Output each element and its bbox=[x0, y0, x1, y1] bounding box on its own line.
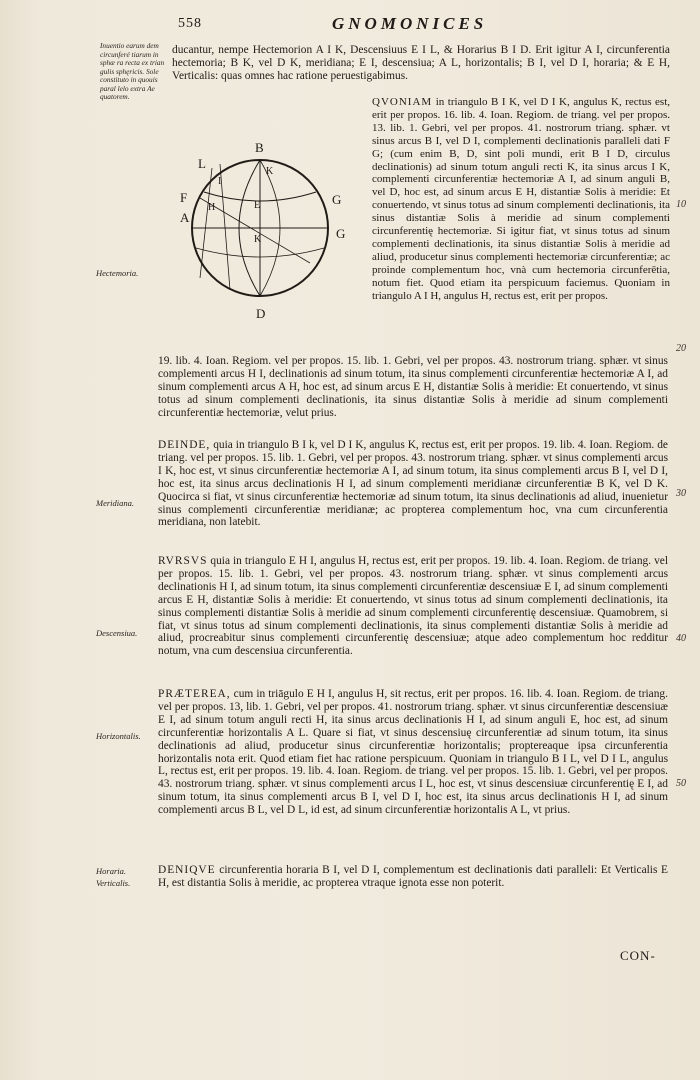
sphere-diagram bbox=[160, 138, 360, 323]
denique-paragraph bbox=[158, 864, 668, 890]
praeterea-text: cum in triāgulo E H I, angulus H, sit rectus, erit per propos. 16. lib. 4. Ioan. Regiom. de triang. vel per propos. 13, lib. 1. Gebri, vel per propos. 41. nostrorum triang. sphær. vt sinus circunferentiæ descensiuæ E I, ad sinum totum anguli recti H, ita sinus arcus declinationis H I, ad sinum anguli E, hoc est, ad sinum circunferentiæ horizontalis A L. Quare si fiat, vt sinus descensiuę circunferentiæ ad sinum totum, ita sinus declinationis ad aliud, producetur sinus circunferentiæ horizontalis; proptereaque ipsa circunferentia horizontalis nota erit. Quod etiam fiet hac ratione perspicuum. Quoniam in triangulo B I L, vel D I L, angulus L, rectus est, erit per propos. 19. lib. 4. Ioan. Regiom. de triang. vel per propos. 15. lib. 1. Gebri, vel per propos. 43. nostrorum triang. sphær. vt sinus complementi arcus I L, hoc est, vt sinus descensiuæ circunferentię E I, ad sinum totum, ita sinus complementi arcus B I, vel D I, hoc est, ita sinus arcus declinationis H I, ad sinum complementi arcus B L, vel D L, id est, ad sinum circunferentiæ horizontalis A L, vt prius. bbox=[158, 688, 668, 817]
label-d: D bbox=[256, 306, 266, 321]
denique-text: circunferentia horaria B I, vel D I, complementum est declinationis dati paralleli: Et Verticalis E H, est distantia Solis à meridie, ac propterea vtraque ignota esse non poterit. bbox=[158, 864, 668, 889]
sphere-figure bbox=[160, 138, 360, 323]
quoniam-continuation-text: 19. lib. 4. Ioan. Regiom. vel per propos. 15. lib. 1. Gebri, vel per propos. 43. nostrorum triang. sphær. vt sinus complementi arcus H I, declinationis ad sinum totum, ita sinus complementi circunferentiæ hectemoriæ A I, ad sinum complementi arcus A H, hoc est, ad sinum arcus E H, distantiæ Solis à meridie: Et conuertendo, vt sinus totus ad sinum complementi declinationis, ita sinus distantiæ Solis à meridie ad sinum complementi circunferentiæ hectemoriæ, velut prius. bbox=[158, 355, 668, 419]
quoniam-text: in triangulo B I K, vel D I K, angulus K, rectus est, erit per propos. 16. lib. 4. Ioan. Regiom. de triang. vel per propos. 13. lib. 1. Gebri, vel per propos. 41. nostrorum triang. sphær. vt sinus arcus B I, vel D I, complementi declinationis paralleli dati F G; (cum enim B, D, sint poli mundi, erit B I D, circulus declinationis) ad sinum totum anguli recti K, ita sinus arcus I K, complementi circunferentiæ hectemoriæ A I, ad sinum anguli B, vel D, hoc est, ad sinum arcus E H, distantiæ Solis à meridie: Et conuertendo, vt sinus totus ad sinum complementi declinationis, ita sinus distantiæ Solis à meridie ad sinum complementi circunferentię hectemoriæ. Si igitur fiat, vt sinus totus ad sinum complementi declinationis, ita sinus distantiæ Solis à meridie ad aliud, producetur sinus complementi hectemoriæ circunferentiæ; ac proinde complementum hoc, vnà cum hectemoria circunferētia, notum fiet. Quod etiam ita perspicuum faciemus. Quoniam in triangulo A I H, angulus H, rectus est, erit per propos. bbox=[372, 96, 671, 302]
quoniam-continuation bbox=[158, 355, 668, 420]
line-number-30: 30 bbox=[676, 488, 686, 499]
quoniam-initial: QVONIAM bbox=[372, 96, 433, 108]
page-number: 558 bbox=[178, 16, 202, 31]
line-number-10: 10 bbox=[676, 199, 686, 210]
margin-horizontalis: Horizontalis. bbox=[96, 731, 141, 741]
denique-initial: DENIQVE bbox=[158, 864, 216, 876]
label-e: E bbox=[254, 200, 261, 211]
label-f: F bbox=[180, 190, 188, 205]
margin-horaria: Horaria. bbox=[96, 866, 126, 876]
rursus-text: quia in triangulo E H I, angulus H, rectus est, erit per propos. 19. lib. 4. Ioan. Regiom. de triang. vel per propos. 15. lib. 1. Gebri, vel per propos. 43. nostrorum triang. sphær. vt sinus complementi arcus declinationis H I, ad sinum totum, ita sinus complementi circunferentiæ descensiuæ E I, ad sinum complementi arcus E H, distantiæ Solis à meridie: Et conuertendo, vt sinus totus ad sinum complementi declinationis, ita sinus complementi distantiæ Solis à meridie ad sinum complementi circunferentię descensiuæ. Quamobrem, si fiat, vt sinus totus ad sinum complementi declinationis, ita sinus complementi distantiæ Solis à meridie ad aliud, procreabitur sinus complementi circunferentię descensiuæ; atque adeo complementum hoc redditur notum, vna cum descensiua circunferentia. bbox=[158, 555, 668, 658]
margin-descensiua: Descensiua. bbox=[96, 628, 138, 638]
line-number-40: 40 bbox=[676, 633, 686, 644]
quoniam-paragraph bbox=[372, 96, 670, 303]
rursus-paragraph bbox=[158, 555, 668, 658]
catchword: CON- bbox=[620, 948, 656, 963]
label-l: L bbox=[198, 156, 206, 171]
label-h: H bbox=[208, 202, 216, 213]
intro-paragraph bbox=[172, 44, 670, 83]
label-g-lower: G bbox=[336, 226, 346, 241]
intro-text: ducantur, nempe Hectemorion A I K, Descensiuus E I L, & Horarius B I D. Erit igitur A I, circunferentia hectemoria; B K, vel D K, meridiana; E I, descensiua; A L, horizontalis; B I, vel D I, horaria; & E H, Verticalis: quas omnes hac ratione peruestigabimus. bbox=[172, 44, 670, 82]
label-g-upper: G bbox=[332, 192, 342, 207]
label-i: I bbox=[218, 176, 222, 187]
label-k: K bbox=[266, 166, 274, 177]
margin-meridiana: Meridiana. bbox=[96, 498, 135, 508]
label-a: A bbox=[180, 210, 190, 225]
praeterea-initial: PRÆTEREA, bbox=[158, 688, 231, 700]
deinde-initial: DEINDE, bbox=[158, 439, 211, 451]
sidenote-inuentio: Inuentio earum dem circunferé tiarum in sphæ ra recta ex trian gulis sphęricis. Sole constituto in quouis paral lelo extra Ae quatorem. bbox=[100, 41, 165, 101]
deinde-text: quia in triangulo B I k, vel D I K, angulus K, rectus est, erit per propos. 19. lib. 4. Ioan. Regiom. de triang. vel per propos. 15. lib. 1. Gebri, vel per propos. 43. nostrorum triang. sphær. vt sinus complementi arcus I K, hoc est, vt sinus circunferentiæ hectemoriæ A I, ad sinum totum, ita sinus complementi arcus B I, vel D I, hoc est, ita sinus arcus declinationis H I, ad sinum complementi meridianæ circunferentiæ B K, vel D K. Quocirca si fiat, vt sinus circunferentiæ hectemoriæ ad sinum totum, ita sinus declinationis ad aliud, inuenietur sinus complementi circunferentiæ meridianæ; ac propterea complementum hoc, vna cum circunferentia meridiana, non latebit. bbox=[158, 439, 668, 529]
page-header bbox=[0, 14, 700, 38]
deinde-paragraph bbox=[158, 439, 668, 529]
rursus-initial: RVRSVS bbox=[158, 555, 208, 567]
label-k-lower: K bbox=[254, 234, 262, 245]
line-number-50: 50 bbox=[676, 778, 686, 789]
line-number-20: 20 bbox=[676, 343, 686, 354]
running-head: GNOMONICES bbox=[332, 14, 488, 33]
margin-hectemoria: Hectemoria. bbox=[96, 268, 139, 278]
praeterea-paragraph bbox=[158, 688, 668, 817]
label-b: B bbox=[255, 140, 264, 155]
margin-verticalis: Verticalis. bbox=[96, 878, 131, 888]
